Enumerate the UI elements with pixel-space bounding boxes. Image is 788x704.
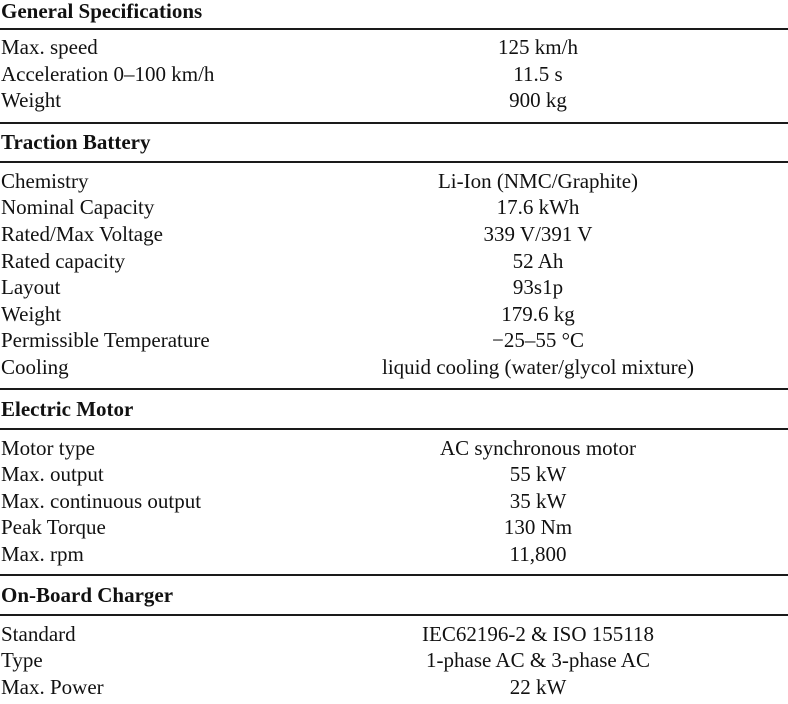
row-label: Max. rpm [0, 541, 291, 568]
row-value: 35 kW [288, 488, 788, 515]
table-row [0, 34, 788, 61]
table-row [0, 435, 788, 462]
table-row [0, 248, 788, 275]
row-label: Peak Torque [0, 514, 291, 541]
row-label: Max. output [0, 461, 291, 488]
row-label: Max. speed [0, 34, 291, 61]
row-value: 125 km/h [288, 34, 788, 61]
row-label: Weight [0, 301, 291, 328]
table-row [0, 168, 788, 195]
row-label: Motor type [0, 435, 291, 462]
row-label: Max. continuous output [0, 488, 291, 515]
row-value: 1-phase AC & 3-phase AC [288, 647, 788, 674]
section-title-on-board-charger: On-Board Charger [0, 576, 788, 614]
row-label: Permissible Temperature [0, 327, 291, 354]
section-title-traction-battery: Traction Battery [0, 124, 788, 161]
section-title-general-specifications: General Specifications [0, 0, 788, 28]
row-value: 11,800 [288, 541, 788, 568]
section-rows-charger [0, 616, 788, 704]
table-row [0, 461, 788, 488]
row-value: 17.6 kWh [288, 194, 788, 221]
table-row [0, 274, 788, 301]
row-value: IEC62196-2 & ISO 155118 [288, 621, 788, 648]
row-label: Nominal Capacity [0, 194, 291, 221]
row-value: 52 Ah [288, 248, 788, 275]
table-row [0, 221, 788, 248]
row-label: Max. Power [0, 674, 291, 701]
table-row [0, 647, 788, 674]
row-label: Standard [0, 621, 291, 648]
table-row [0, 87, 788, 114]
row-value: 93s1p [288, 274, 788, 301]
row-value: liquid cooling (water/glycol mixture) [288, 354, 788, 381]
table-row [0, 514, 788, 541]
row-label: Cooling [0, 354, 291, 381]
row-value: −25–55 °C [288, 327, 788, 354]
section-rows-battery [0, 163, 788, 388]
row-value: Li-Ion (NMC/Graphite) [288, 168, 788, 195]
row-value: 55 kW [288, 461, 788, 488]
table-row [0, 488, 788, 515]
row-value: 130 Nm [288, 514, 788, 541]
table-row [0, 674, 788, 701]
row-label: Acceleration 0–100 km/h [0, 61, 291, 88]
table-row [0, 327, 788, 354]
row-label: Weight [0, 87, 291, 114]
table-row [0, 301, 788, 328]
row-value: 179.6 kg [288, 301, 788, 328]
row-label: Chemistry [0, 168, 291, 195]
table-row [0, 61, 788, 88]
table-row [0, 194, 788, 221]
row-label: Type [0, 647, 291, 674]
table-row [0, 621, 788, 648]
row-value: 22 kW [288, 674, 788, 701]
row-value: 900 kg [288, 87, 788, 114]
table-row [0, 541, 788, 568]
row-value: AC synchronous motor [288, 435, 788, 462]
row-value: 11.5 s [288, 61, 788, 88]
row-value: 339 V/391 V [288, 221, 788, 248]
row-label: Rated/Max Voltage [0, 221, 291, 248]
section-title-electric-motor: Electric Motor [0, 390, 788, 428]
row-label: Rated capacity [0, 248, 291, 275]
section-rows-motor [0, 430, 788, 574]
section-rows-general [0, 30, 788, 122]
table-row [0, 354, 788, 381]
row-label: Layout [0, 274, 291, 301]
